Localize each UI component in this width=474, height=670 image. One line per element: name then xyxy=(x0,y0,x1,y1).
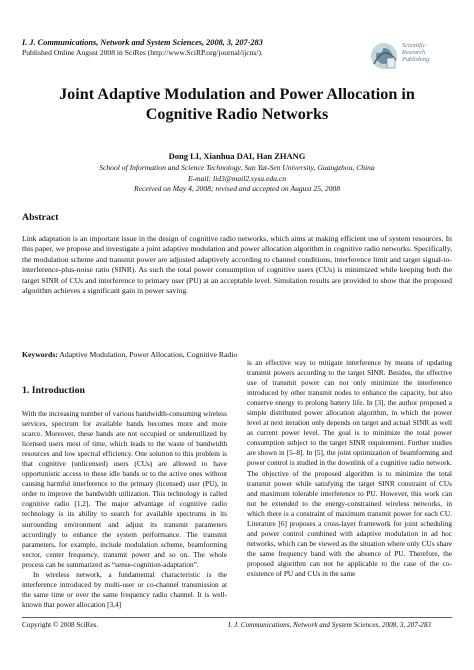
authors: Dong LI, Xianhua DAI, Han ZHANG xyxy=(168,151,306,161)
journal-citation: I. J. Communications, Network and System Sciences, 2008, 3, 207-283 xyxy=(22,38,263,47)
footer-divider xyxy=(22,617,452,618)
intro-paragraph-1: With the increasing number of various bandwidth-consuming wireless services, spectrum for available bands becomes more and more scarce. Moreover, these bands are not occupied or underutilized by licensed users most of time, which leads to the waste of bandwidth resources and low spectral efficiency. One solution to this problem is that cognitive (unlicensed) users (CUs) are allowed to have opportunistic access to these idle bands or to the active ones without causing harmful interference to the primary (licensed) user (PU), in order to improve the bandwidth utilization. This technology is called cognitive radio [1,2]. The major advantage of cognitive radio technology is its ability to search for available spectrums in its surrounding environment and adjust its transmit parameters accordingly to enhance the system performance. The transmit parameters, for example, include modulation scheme, beamforming vector, center frequency, transmit power and so on. The whole process can be summarized as “sense-cognition-adaptation”. xyxy=(22,409,227,569)
introduction-heading: 1. Introduction xyxy=(22,385,85,396)
logo-line-3: Publishing xyxy=(402,56,430,63)
title-line-2: Cognitive Radio Networks xyxy=(145,105,329,123)
abstract-heading: Abstract xyxy=(22,212,59,223)
logo-text xyxy=(402,42,429,63)
footer-copyright: Copyright © 2008 SciRes. xyxy=(22,621,99,629)
right-column xyxy=(247,358,452,579)
footer-journal: I. J. Communications, Network and System Sciences, 2008, 3, 207-283 xyxy=(228,621,432,629)
logo-line-1: Scientific xyxy=(402,42,426,49)
scirp-logo-icon xyxy=(368,38,402,76)
abstract-text: Link adaptation is an important issue in the design of cognitive radio networks, which aims at making efficient use of system resources. In this paper, we propose and investigate a joint adaptive modulation and power allocation algorithm in cognitive radio networks. Specifically, the modulation scheme and transmit power are adjusted adaptively according to channel conditions, interference limit and target signal-to-interference-plus-noise ratio (SINR). As such the total power consumption of cognitive users (CUs) is minimized while keeping both the target SINR of CUs and interference to primary user (PU) at an acceptable level. Simulation results are provided to show that the proposed algorithm achieves a significant gain in power saving. xyxy=(22,234,452,296)
received-dates: Received on May 4, 2008; revised and accepted on August 25, 2008 xyxy=(133,184,341,193)
publisher-logo xyxy=(368,38,460,82)
publication-info: Published Online August 2008 in SciRes (http://www.SciRP.org/journal/ijcns/). xyxy=(22,48,263,57)
left-column xyxy=(22,409,227,610)
paper-title xyxy=(20,84,454,124)
affiliation: School of Information and Science Technology, Sun Yat-Sen University, Guangzhou, China xyxy=(99,163,375,172)
keywords-label: Keywords: xyxy=(22,350,58,359)
keywords-text: Adaptive Modulation, Power Allocation, Cognitive Radio xyxy=(59,350,238,359)
title-line-1: Joint Adaptive Modulation and Power Allocation in xyxy=(59,85,415,103)
intro-paragraph-2: In wireless network, a fundamental characteristic is the interference introduced by multi-user or co-channel transmission at the same time or over the same frequency radio channel. It is well-known that power allocation [3,4] xyxy=(22,569,227,609)
author-email: E-mail: lid3@mail2.sysu.edu.cn xyxy=(187,173,287,183)
intro-paragraph-3: is an effective way to mitigate interference by means of updating transmit powers according to the target SINR. Besides, the effective use of transmit power can not only minimize the interference introduced by other transmit nodes to enhance the capacity, but also conserve energy to prolong battery life. In [3], the author proposed a simple distributed power allocation algorithm, in which the power level at next iteration only depends on target and actual SINR as well as current power level. The goal is to minimize the total power consumption subject to the target SINR requirement. Further studies are shown in [5–8]. In [5], the joint optimization of beamforming and power control is studied in the downlink of a cognitive radio network. The objective of the proposed algorithm is to minimize the total transmit power while satisfying the target SINR constraint of CUs and maximum tolerable interference to PU. However, this work can not be extended to the energy-constrained wireless networks, in which there is a constraint of maximum transmit power for each CU. Literature [6] proposes a cross-layer framework for joint scheduling and power control combined with adaptive modulation in ad hoc networks, which can be viewed as the situation where only CUs share the same frequency band with the absence of PU. Therefore, the proposed algorithm can not be applicable to the case of the co-existence of PU and CUs in the same xyxy=(247,358,452,578)
logo-line-2: Research xyxy=(402,49,426,56)
